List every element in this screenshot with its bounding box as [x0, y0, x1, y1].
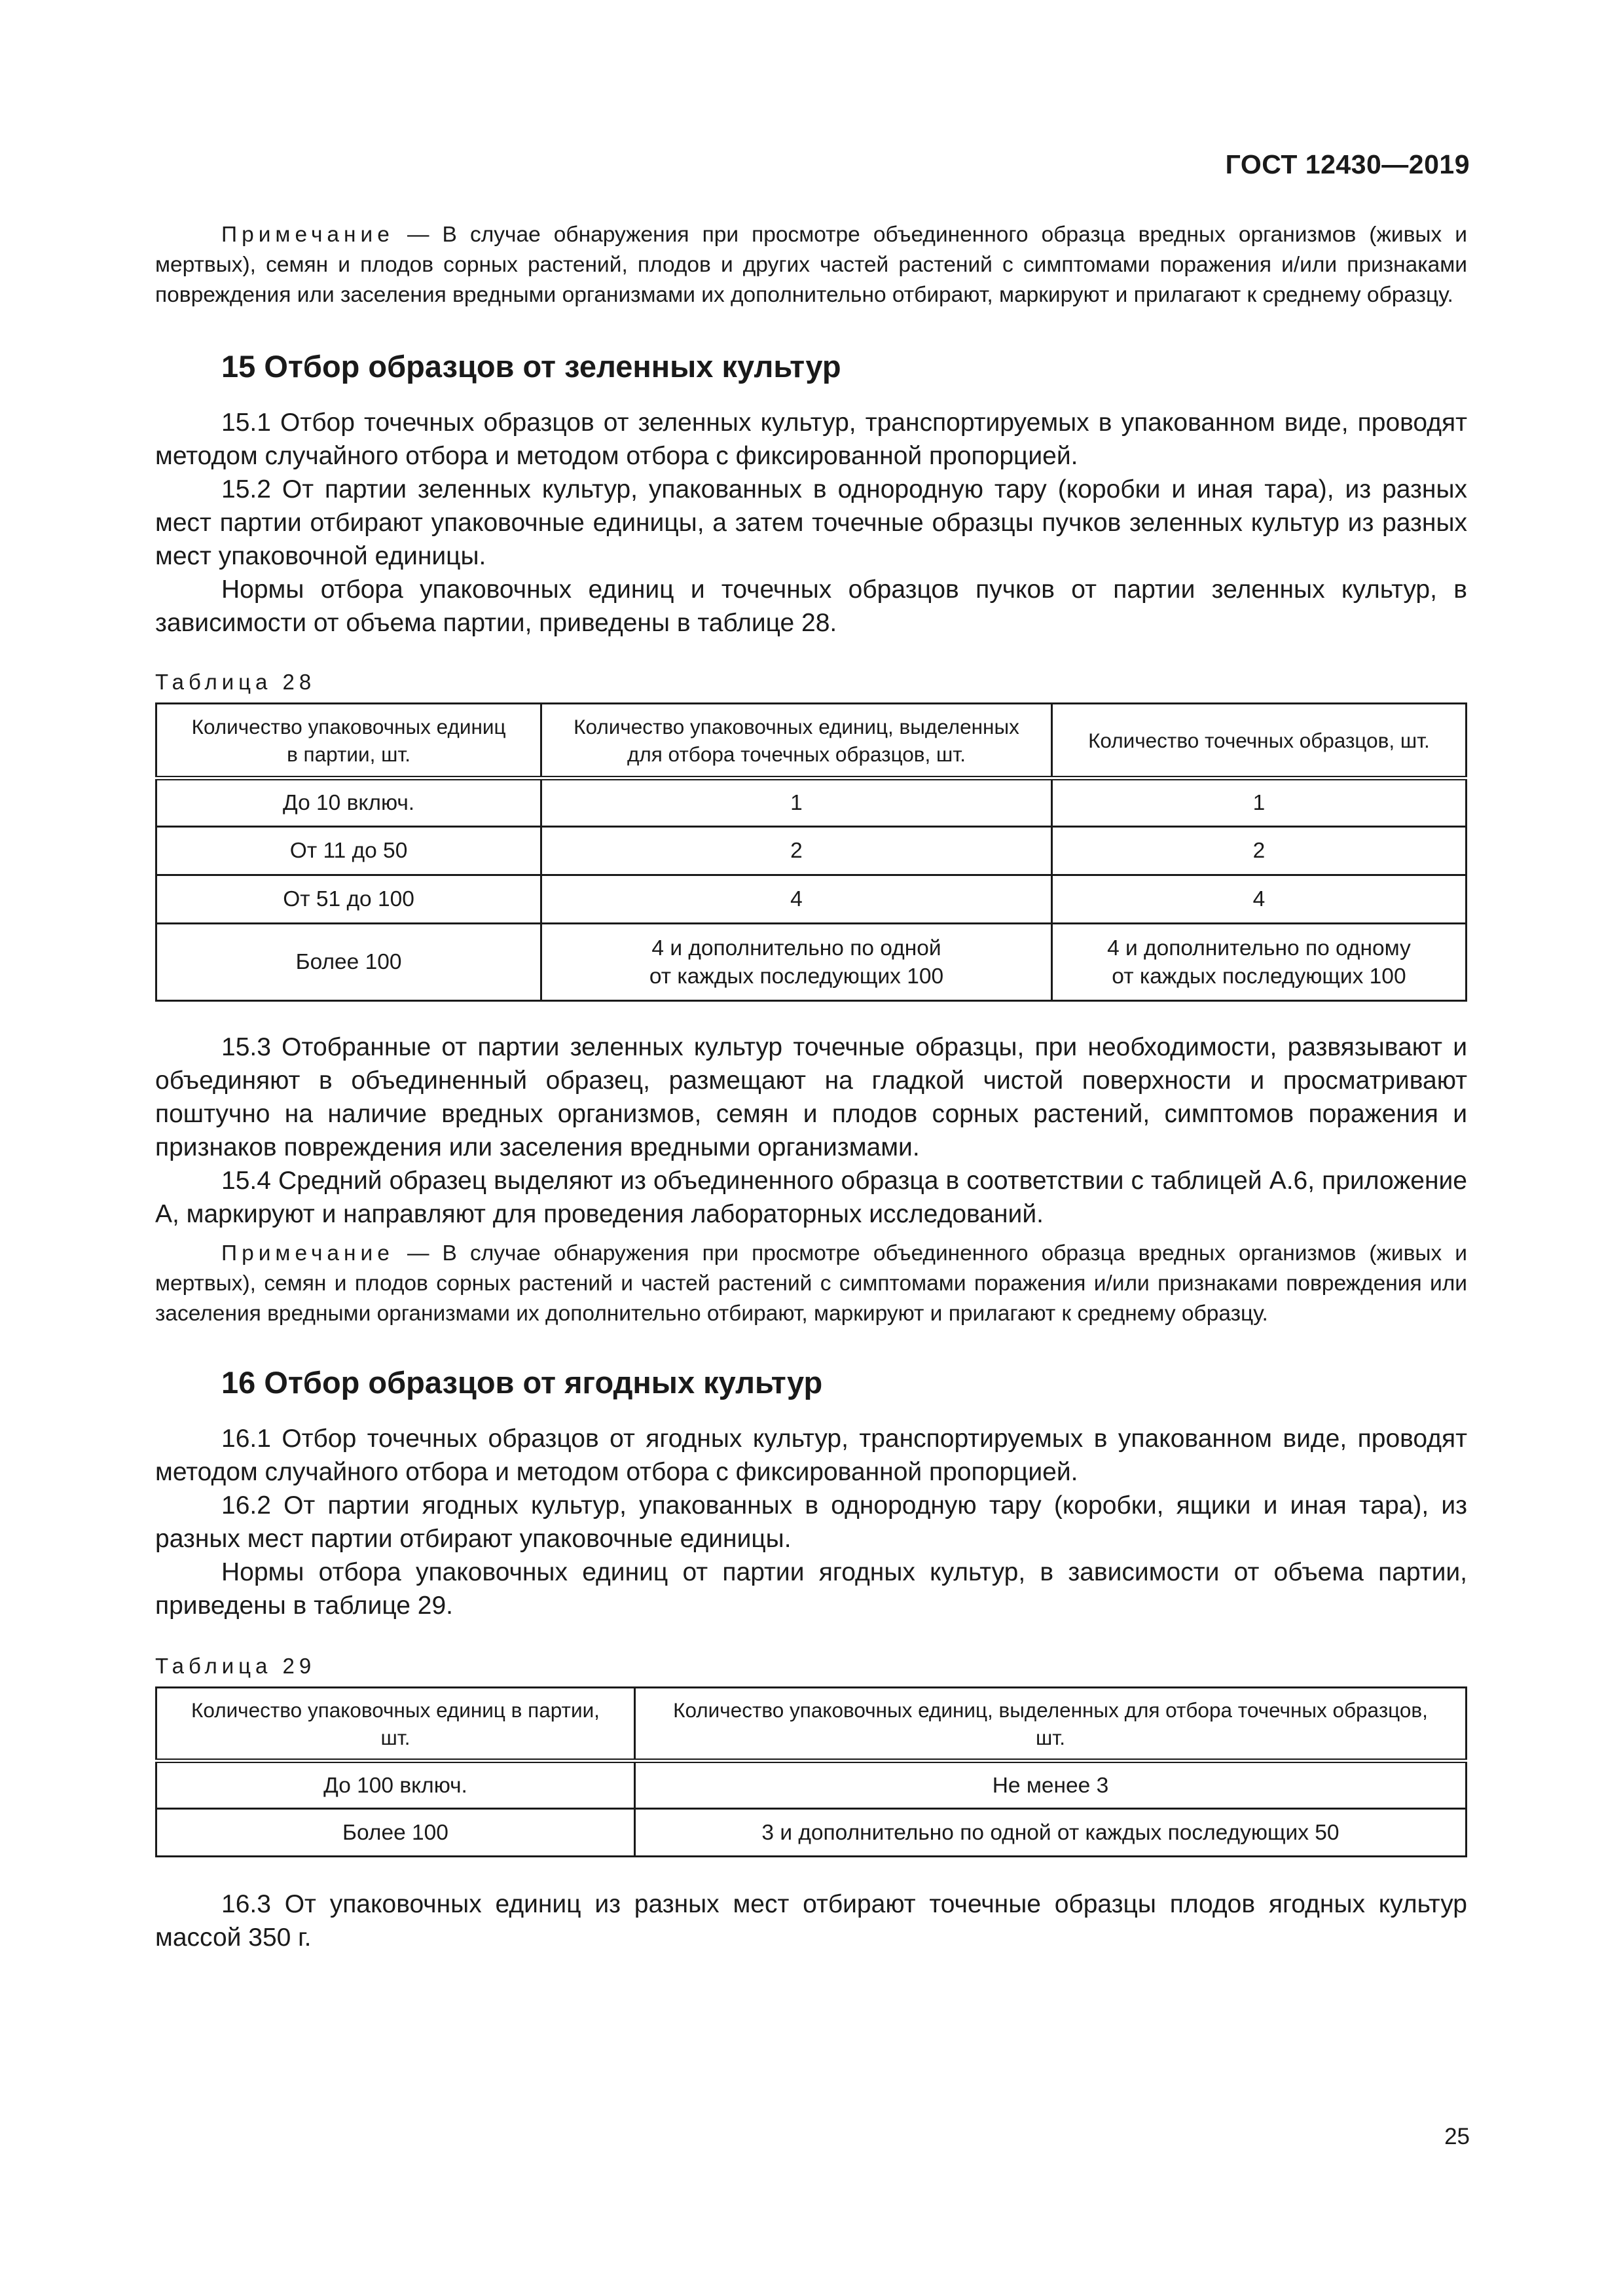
- paragraph-16-1: 16.1 Отбор точечных образцов от ягодных культур, транспортируемых в упакованном виде, проводят методом случайного отбора и методом отбора с фиксированной пропорцией.: [155, 1425, 1467, 1486]
- note-1: [155, 220, 1467, 310]
- table-cell: До 10 включ.: [156, 778, 541, 827]
- table-cell: 4: [541, 875, 1052, 924]
- table-cell: Более 100: [156, 1809, 635, 1857]
- note-label: Примечание: [221, 1241, 394, 1266]
- table-cell: 4 и дополнительно по одной от каждых последующих 100: [541, 924, 1052, 1001]
- table-row: [156, 875, 1467, 924]
- paragraph-16-3: 16.3 От упаковочных единиц из разных мест отбирают точечные образцы плодов ягодных культур массой 350 г.: [155, 1890, 1467, 1952]
- note-2: [155, 1239, 1467, 1329]
- table-row: [156, 1809, 1467, 1857]
- note-label: Примечание: [221, 223, 394, 247]
- table-row: [156, 827, 1467, 875]
- paragraph-15-2-norms: Нормы отбора упаковочных единиц и точечных образцов пучков от партии зеленных культур, в зависимости от объема партии, приведены в таблице 28.: [155, 575, 1467, 637]
- section-15-title: 15 Отбор образцов от зеленных культур: [221, 349, 841, 384]
- table-cell: Более 100: [156, 924, 541, 1001]
- paragraph-16-2: 16.2 От партии ягодных культур, упакованных в однородную тару (коробки, ящики и иная тара), из разных мест партии отбирают упаковочные единицы.: [155, 1491, 1467, 1553]
- table-cell: 4 и дополнительно по одному от каждых последующих 100: [1051, 924, 1466, 1001]
- table-28-header-cell: Количество упаковочных единиц, выделенных для отбора точечных образцов, шт.: [541, 704, 1052, 778]
- table-cell: 2: [541, 827, 1052, 875]
- page-number: 25: [1444, 2124, 1470, 2149]
- table-28-caption: Таблица 28: [155, 670, 316, 694]
- table-29-caption: Таблица 29: [155, 1654, 316, 1678]
- table-cell: 3 и дополнительно по одной от каждых последующих 50: [634, 1809, 1466, 1857]
- table-cell: От 51 до 100: [156, 875, 541, 924]
- paragraph-15-4: 15.4 Средний образец выделяют из объединенного образца в соответствии с таблицей А.6, приложение А, маркируют и направляют для проведения лабораторных исследований.: [155, 1167, 1467, 1228]
- note-text: — В случае обнаружения при просмотре объединенного образца вредных организмов (живых и мертвых), семян и плодов сорных растений и частей растений с симптомами поражения и/или признаками повреждения или заселения вредными организмами их дополнительно отбирают, маркируют и прилагают к среднему образцу.: [155, 1241, 1467, 1326]
- table-29-header-cell: Количество упаковочных единиц, выделенных для отбора точечных образцов, шт.: [634, 1688, 1466, 1761]
- note-text: — В случае обнаружения при просмотре объединенного образца вредных организмов (живых и мертвых), семян и плодов сорных растений, плодов и других частей растений с симптомами поражения и/или признаками повреждения или заселения вредными организмами их дополнительно отбирают, маркируют и прилагают к среднему образцу.: [155, 223, 1467, 307]
- table-cell: От 11 до 50: [156, 827, 541, 875]
- paragraph-16-2-norms: Нормы отбора упаковочных единиц от партии ягодных культур, в зависимости от объема партии, приведены в таблице 29.: [155, 1558, 1467, 1620]
- paragraph-15-3: 15.3 Отобранные от партии зеленных культур точечные образцы, при необходимости, развязывают и объединяют в объединенный образец, размещают на гладкой чистой поверхности и просматривают поштучно на наличие вредных организмов, семян и плодов сорных растений, симптомов поражения и признаков повреждения или заселения вредными организмами.: [155, 1033, 1467, 1161]
- table-cell: 4: [1051, 875, 1466, 924]
- table-cell: Не менее 3: [634, 1761, 1466, 1809]
- page-content: [155, 220, 1467, 1954]
- table-28-header-cell: Количество точечных образцов, шт.: [1051, 704, 1466, 778]
- table-cell: 1: [1051, 778, 1466, 827]
- table-29-header-cell: Количество упаковочных единиц в партии, шт.: [156, 1688, 635, 1761]
- table-28: [155, 702, 1467, 1002]
- paragraph-15-1: 15.1 Отбор точечных образцов от зеленных культур, транспортируемых в упакованном виде, проводят методом случайного отбора и методом отбора с фиксированной пропорцией.: [155, 409, 1467, 470]
- table-row: [156, 1761, 1467, 1809]
- table-row: [156, 924, 1467, 1001]
- paragraph-15-2: 15.2 От партии зеленных культур, упакованных в однородную тару (коробки и иная тара), из разных мест партии отбирают упаковочные единицы, а затем точечные образцы пучков зеленных культур из разных мест упаковочной единицы.: [155, 475, 1467, 570]
- table-29: [155, 1686, 1467, 1857]
- doc-header: ГОСТ 12430—2019: [1225, 149, 1470, 179]
- table-cell: 2: [1051, 827, 1466, 875]
- table-cell: До 100 включ.: [156, 1761, 635, 1809]
- table-cell: 1: [541, 778, 1052, 827]
- section-16-title: 16 Отбор образцов от ягодных культур: [221, 1365, 823, 1400]
- table-row: [156, 778, 1467, 827]
- table-28-header-cell: Количество упаковочных единиц в партии, шт.: [156, 704, 541, 778]
